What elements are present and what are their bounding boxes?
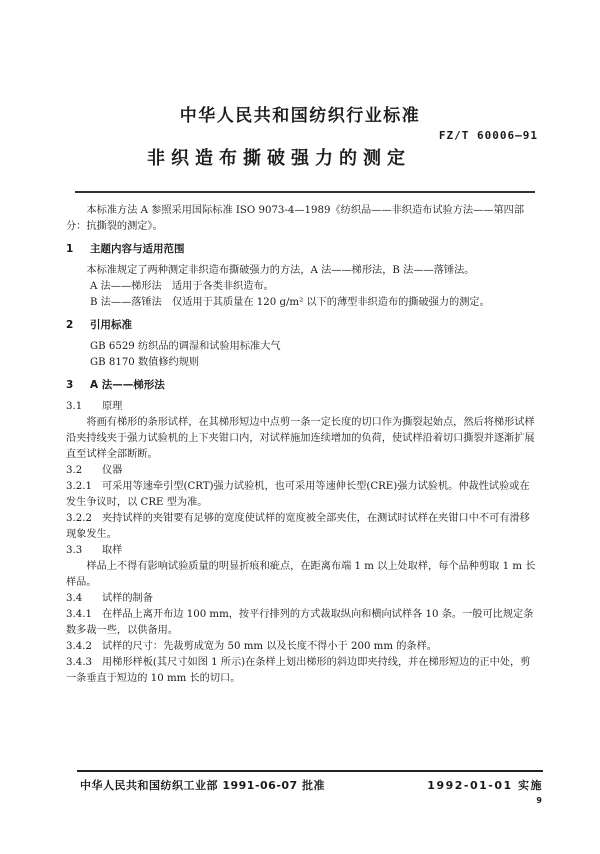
clause-3-2-2 xyxy=(66,511,538,543)
clause-text: 可采用等速牵引型(CRT)强力试验机，也可采用等速伸长型(CRE)强力试验机。仲裁性试验或在发生争议时，以 CRE 型为准。 xyxy=(66,481,530,508)
subsection-3-3-heading xyxy=(66,543,538,559)
subsection-number: 3.3 xyxy=(66,545,83,556)
subsection-title: 取样 xyxy=(102,545,123,556)
standard-code: FZ/T 60006—91 xyxy=(438,129,538,142)
principle-paragraph: 将画有梯形的条形试样，在其梯形短边中点剪一条一定长度的切口作为撕裂起始点，然后将梯形试样沿夹持线夹于强力试验机的上下夹钳口内，对试样施加连续增加的负荷，使试样沿着切口撕裂并逐渐扩展直至试样全部断断。 xyxy=(66,417,535,460)
reference-code: GB 8170 xyxy=(90,357,135,368)
section-2-heading xyxy=(66,317,538,333)
clause-text: 夹持试样的夹钳要有足够的宽度使试样的宽度被全部夹住，在测试时试样在夹钳口中不可有滑移现象发生。 xyxy=(66,513,530,540)
reference-code: GB 6529 xyxy=(90,341,135,352)
subsection-title: 仪器 xyxy=(102,465,123,476)
page-number: 9 xyxy=(536,796,542,805)
document-title: 非织造布撕破强力的测定 xyxy=(147,148,411,169)
method-b-scope: B 法——落锤法 仅适用于其质量在 120 g/m² 以下的薄型非织造布的撕破强力的测定。 xyxy=(90,297,490,308)
reference-title: 纺织品的调湿和试验用标准大气 xyxy=(138,341,281,352)
subsection-title: 试样的制备 xyxy=(102,593,153,604)
subsection-3-1-heading xyxy=(66,399,538,415)
reference-item xyxy=(66,339,538,355)
section-title: A 法——梯形法 xyxy=(90,379,165,391)
clause-3-4-3 xyxy=(66,655,538,687)
clause-3-4-1 xyxy=(66,607,538,639)
clause-text: 试样的尺寸：先裁剪成宽为 50 mm 以及长度不得小于 200 mm 的条样。 xyxy=(102,641,437,652)
document-body xyxy=(66,203,538,687)
clause-number: 3.2.1 xyxy=(66,481,92,492)
section-number: 3 xyxy=(66,379,74,391)
clause-text: 用梯形样板(其尺寸如图 1 所示)在条样上划出梯形的斜边即夹持线，并在梯形短边的正中处，剪一条垂直于短边的 10 mm 长的切口。 xyxy=(66,657,531,684)
method-a-scope: A 法——梯形法 适用于各类非织造布。 xyxy=(90,281,274,292)
section-3-heading xyxy=(66,377,538,393)
section-title: 主题内容与适用范围 xyxy=(90,243,185,255)
section-number: 2 xyxy=(66,319,74,331)
clause-text: 在样品上离开布边 100 mm，按平行排列的方式裁取纵向和横向试样各 10 条。一般可比规定条数多裁一些，以供备用。 xyxy=(66,609,534,636)
reference-item xyxy=(66,355,538,371)
sampling-paragraph: 样品上不得有影响试验质量的明显折痕和疵点，在距离布端 1 m 以上处取样，每个品种剪取 1 m 长样品。 xyxy=(66,561,536,588)
reference-title: 数值修约规则 xyxy=(138,357,200,368)
clause-number: 3.4.3 xyxy=(66,657,92,668)
section-1-heading xyxy=(66,241,538,257)
approval-line: 中华人民共和国纺织工业部 1991-06-07 批准 xyxy=(80,779,326,792)
subsection-3-4-heading xyxy=(66,591,538,607)
subsection-number: 3.1 xyxy=(66,401,83,412)
subsection-3-2-heading xyxy=(66,463,538,479)
subsection-number: 3.2 xyxy=(66,465,83,476)
section-title: 引用标准 xyxy=(90,319,132,331)
issuing-authority-title: 中华人民共和国纺织行业标准 xyxy=(179,106,421,126)
effective-date-line: 1992-01-01 实施 xyxy=(427,779,543,792)
clause-3-4-2 xyxy=(66,639,538,655)
clause-3-2-1 xyxy=(66,479,538,511)
clause-number: 3.4.1 xyxy=(66,609,92,620)
subsection-number: 3.4 xyxy=(66,593,83,604)
intro-paragraph: 本标准方法 A 参照采用国际标准 ISO 9073-4—1989《纺织品——非织造布试验方法——第四部分：抗撕裂的测定》。 xyxy=(66,205,525,232)
header-divider xyxy=(75,191,535,193)
clause-number: 3.2.2 xyxy=(66,513,92,524)
footer-divider xyxy=(77,770,543,772)
subsection-title: 原理 xyxy=(102,401,123,412)
section-1-paragraph: 本标准规定了两种测定非织造布撕破强力的方法，A 法——梯形法，B 法——落锤法。 xyxy=(86,265,475,276)
clause-number: 3.4.2 xyxy=(66,641,92,652)
section-number: 1 xyxy=(66,243,74,255)
